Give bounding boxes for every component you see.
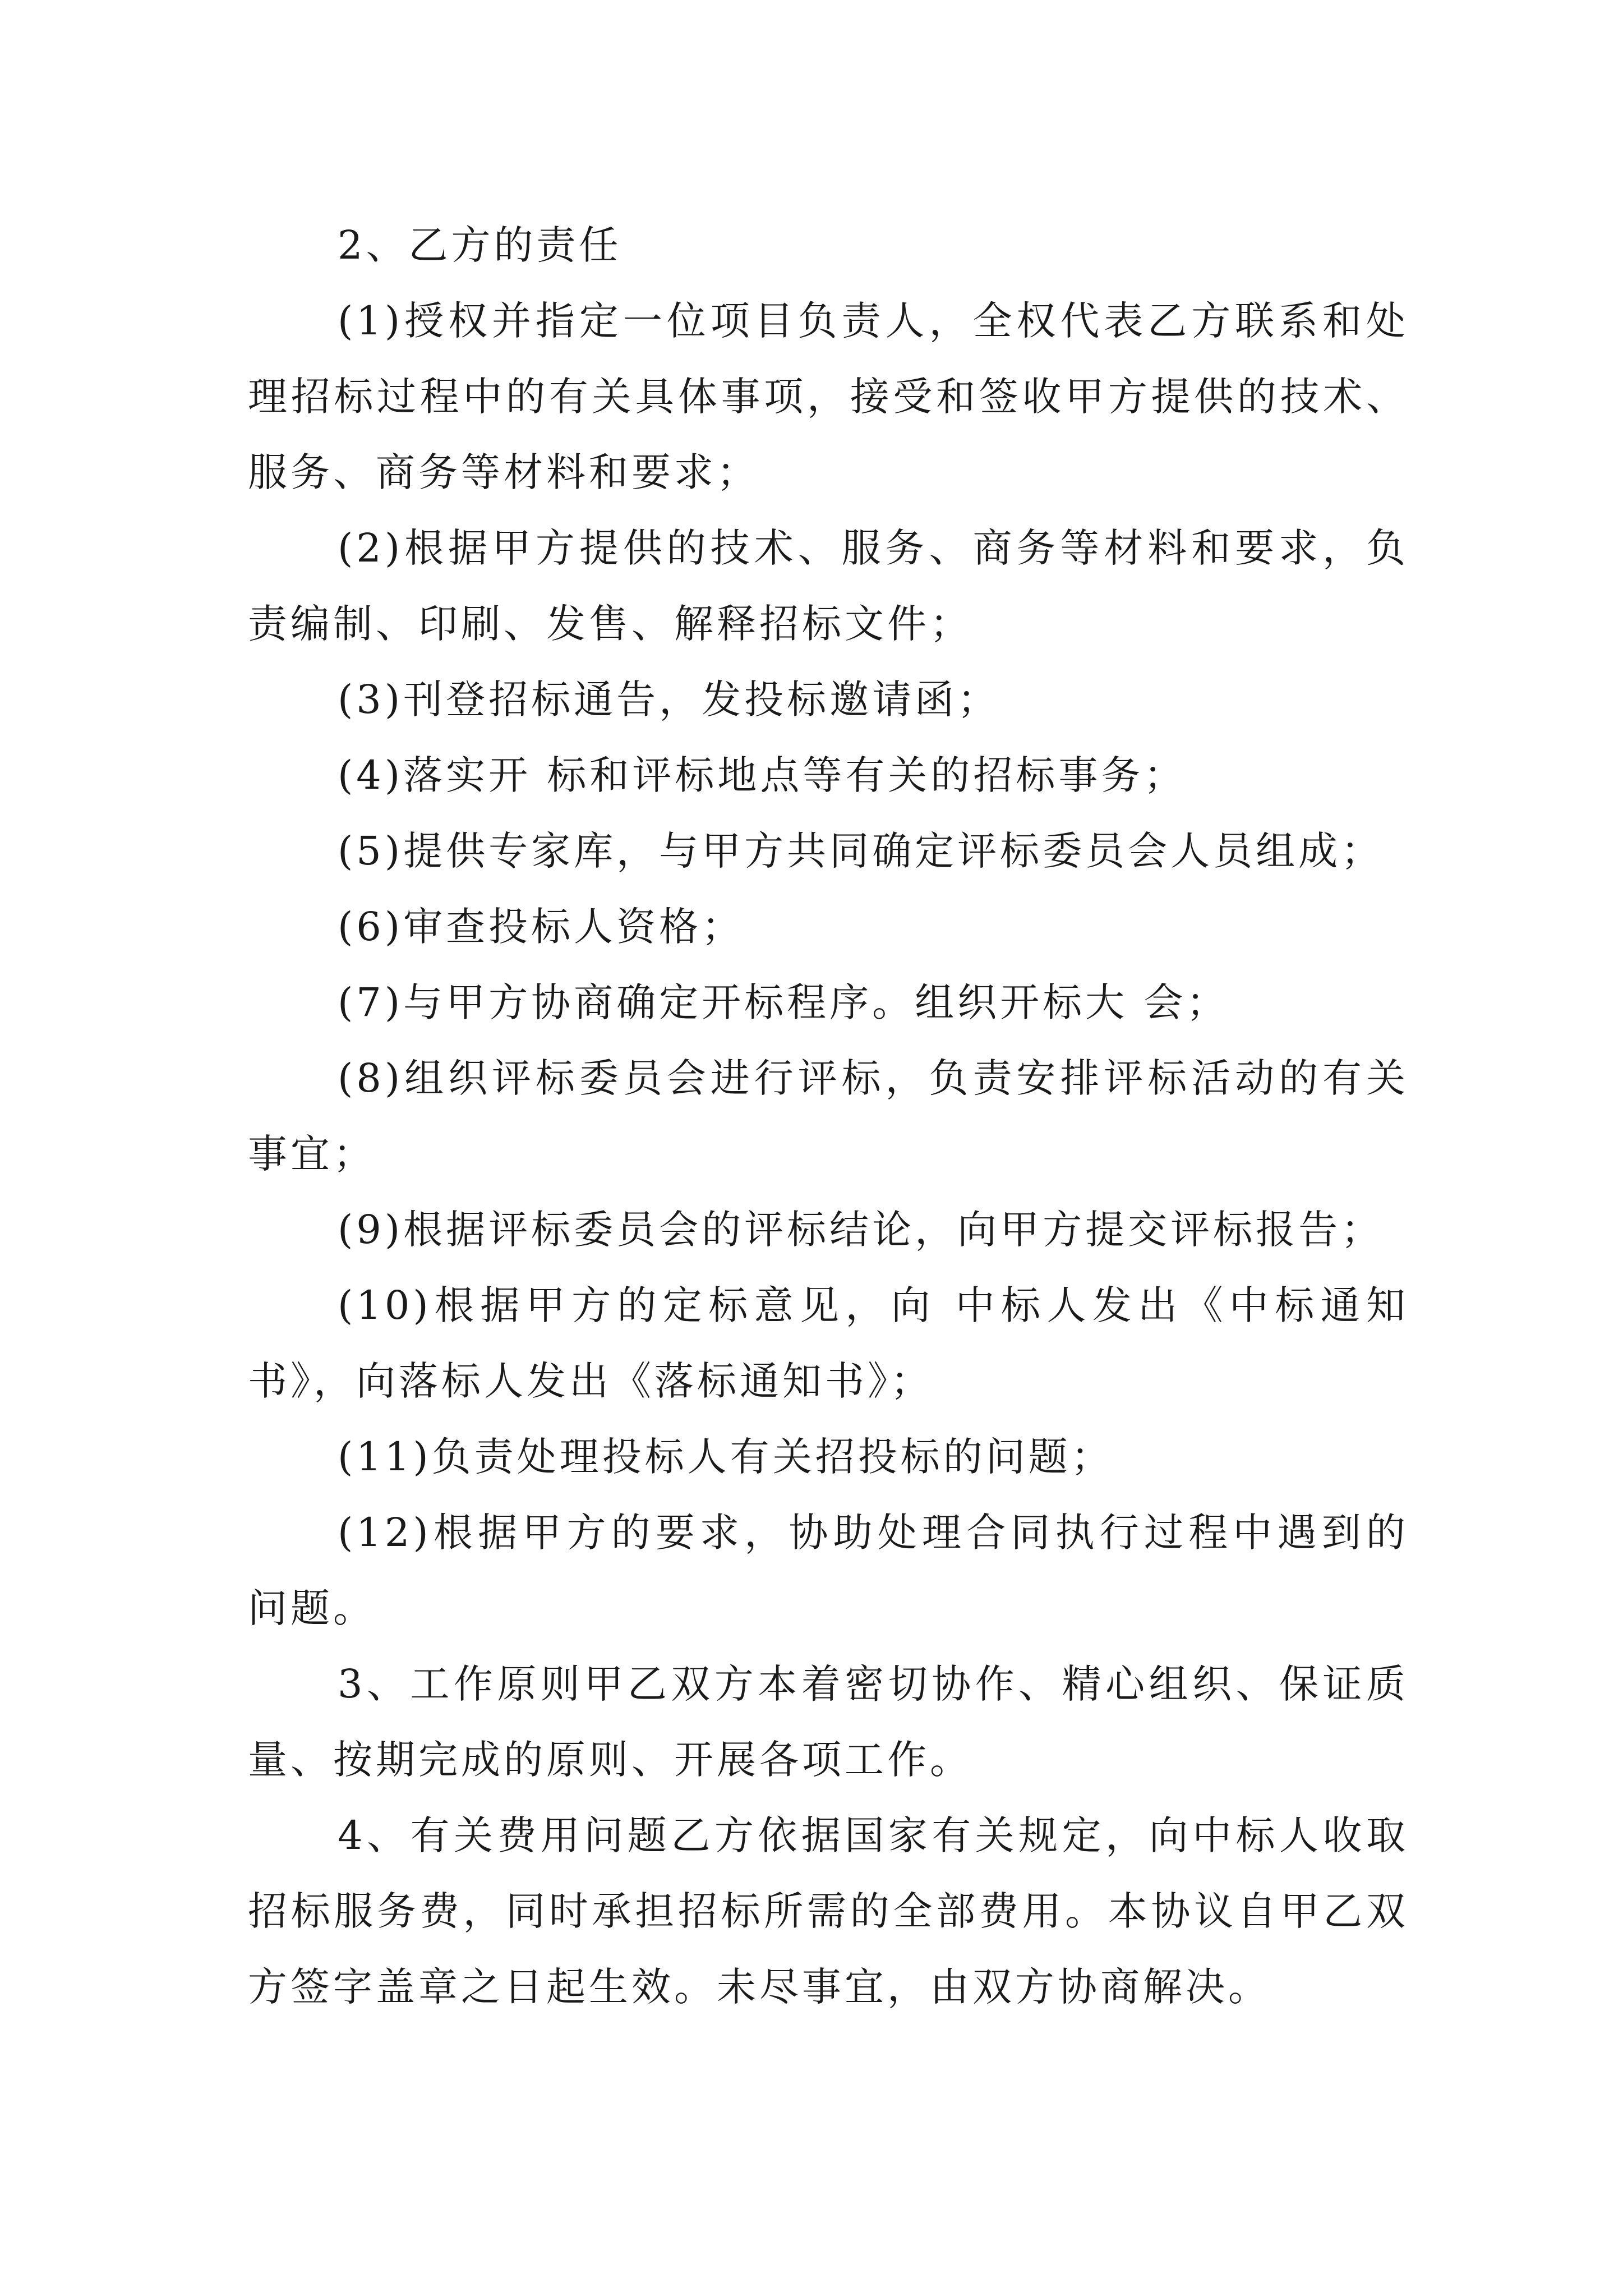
paragraph-item-4: (4)落实开 标和评标地点等有关的招标事务； [338, 752, 1187, 798]
paragraph-item-7: (7)与甲方协商确定开标程序。组织开标大 会； [338, 979, 1229, 1025]
paragraph-item-9: (9)根据评标委员会的评标结论，向甲方提交评标报告； [338, 1207, 1384, 1253]
document-body [248, 208, 1409, 2025]
paragraph-item-2: (2)根据甲方提供的技术、服务、商务等材料和要求，负责编制、印刷、发售、解释招标文件； [248, 525, 1409, 647]
paragraph-item-8: (8)组织评标委员会进行评标，负责安排评标活动的有关事宜； [248, 1055, 1409, 1177]
paragraph-item-10: (10)根据甲方的定标意见，向 中标人发出《中标通知书》，向落标人发出《落标通知书》； [248, 1282, 1409, 1404]
section-working-principle: 3、工作原则甲乙双方本着密切协作、精心组织、保证质量、按期完成的原则、开展各项工作。 [248, 1661, 1409, 1783]
section-fees: 4、有关费用问题乙方依据国家有关规定，向中标人收取招标服务费，同时承担招标所需的全部费用。本协议自甲乙双方签字盖章之日起生效。未尽事宜，由双方协商解决。 [248, 1812, 1409, 2010]
paragraph-item-1: (1)授权并指定一位项目负责人，全权代表乙方联系和处理招标过程中的有关具体事项，接受和签收甲方提供的技术、服务、商务等材料和要求； [248, 298, 1409, 495]
paragraph-item-11: (11)负责处理投标人有关招投标的问题； [338, 1434, 1114, 1480]
paragraph-item-3: (3)刊登招标通告，发投标邀请函； [338, 677, 1000, 723]
paragraph-item-5: (5)提供专家库，与甲方共同确定评标委员会人员组成； [338, 828, 1384, 874]
section-heading-party-b-duties: 2、乙方的责任 [338, 222, 622, 268]
paragraph-item-6: (6)审查投标人资格； [338, 904, 745, 950]
paragraph-item-12: (12)根据甲方的要求，协助处理合同执行过程中遇到的问题。 [248, 1510, 1409, 1631]
